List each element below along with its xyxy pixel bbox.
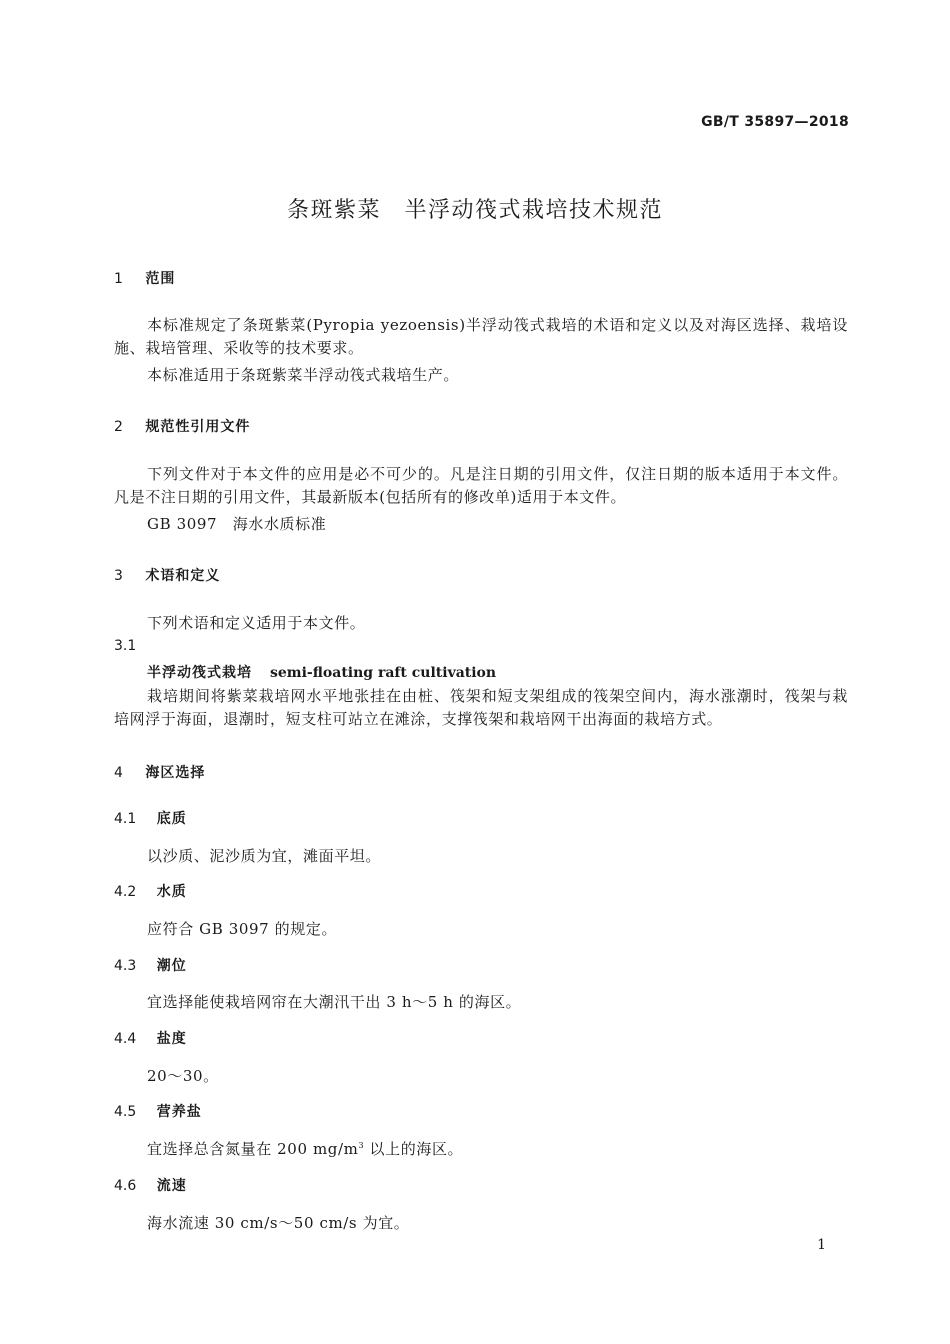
section-3-heading bbox=[114, 565, 220, 585]
subsection-4-3-heading bbox=[114, 955, 187, 975]
subsection-4-1-heading bbox=[114, 808, 187, 828]
section-title: 海区选择 bbox=[145, 765, 206, 781]
subsection-number: 4.2 bbox=[114, 884, 137, 900]
section-2-paragraph-1: 下列文件对于本文件的应用是必不可少的。凡是注日期的引用文件，仅注日期的版本适用于本文件。凡是不注日期的引用文件，其最新版本(包括所有的修改单)适用于本文件。 bbox=[114, 465, 848, 506]
section-1-heading bbox=[114, 268, 175, 288]
subsection-4-6-text: 海水流速 30 cm/s～50 cm/s 为宜。 bbox=[147, 1214, 410, 1232]
subsection-4-4-text: 20～30。 bbox=[147, 1067, 219, 1085]
standard-number: GB/T 35897—2018 bbox=[701, 114, 849, 130]
term-heading bbox=[147, 662, 496, 682]
page-number: 1 bbox=[817, 1237, 826, 1253]
section-4-heading bbox=[114, 762, 205, 782]
subsection-4-6-heading bbox=[114, 1175, 187, 1195]
section-2-heading bbox=[114, 416, 250, 436]
subsection-4-4-heading bbox=[114, 1028, 187, 1048]
subsection-title: 潮位 bbox=[156, 958, 187, 974]
subsection-number: 4.4 bbox=[114, 1031, 137, 1047]
section-title: 规范性引用文件 bbox=[145, 419, 251, 435]
subsection-number: 4.3 bbox=[114, 958, 137, 974]
subsection-4-2-heading bbox=[114, 881, 187, 901]
subsection-title: 底质 bbox=[156, 811, 187, 827]
subsection-title: 流速 bbox=[156, 1178, 187, 1194]
section-number: 4 bbox=[114, 765, 123, 781]
section-number: 3 bbox=[114, 568, 123, 584]
subsection-number: 4.5 bbox=[114, 1104, 137, 1120]
section-number: 1 bbox=[114, 271, 123, 287]
term-english: semi-floating raft cultivation bbox=[270, 665, 497, 681]
section-1-paragraph-2: 本标准适用于条斑紫菜半浮动筏式栽培生产。 bbox=[147, 366, 460, 384]
superscript: 3 bbox=[358, 1141, 365, 1150]
subsection-title: 盐度 bbox=[156, 1031, 187, 1047]
section-title: 术语和定义 bbox=[145, 568, 221, 584]
text-part: 宜选择总含氮量在 200 mg/m bbox=[147, 1140, 359, 1158]
subsection-4-1-text: 以沙质、泥沙质为宜，滩面平坦。 bbox=[147, 847, 382, 865]
term-chinese: 半浮动筏式栽培 bbox=[147, 665, 252, 681]
term-definition: 栽培期间将紫菜栽培网水平地张挂在由桩、筏架和短支架组成的筏架空间内，海水涨潮时，筏架与栽培网浮于海面，退潮时，短支柱可站立在滩涂，支撑筏架和栽培网干出海面的栽培方式。 bbox=[114, 687, 848, 728]
subsection-number: 3.1 bbox=[114, 638, 137, 654]
section-title: 范围 bbox=[145, 271, 176, 287]
subsection-4-5-heading bbox=[114, 1101, 202, 1121]
subsection-title: 营养盐 bbox=[156, 1104, 202, 1120]
subsection-4-5-text bbox=[147, 1138, 463, 1159]
section-number: 2 bbox=[114, 419, 123, 435]
section-3-intro: 下列术语和定义适用于本文件。 bbox=[147, 614, 366, 632]
subsection-4-3-text: 宜选择能使栽培网帘在大潮汛干出 3 h～5 h 的海区。 bbox=[147, 993, 522, 1011]
subsection-number: 4.6 bbox=[114, 1178, 137, 1194]
subsection-4-2-text: 应符合 GB 3097 的规定。 bbox=[147, 920, 338, 938]
text-part: 以上的海区。 bbox=[364, 1140, 464, 1158]
normative-reference: GB 3097 海水水质标准 bbox=[147, 515, 327, 533]
subsection-number: 4.1 bbox=[114, 811, 137, 827]
section-1-paragraph-1: 本标准规定了条斑紫菜(Pyropia yezoensis)半浮动筏式栽培的术语和定义以及对海区选择、栽培设施、栽培管理、采收等的技术要求。 bbox=[114, 316, 848, 357]
document-title: 条斑紫菜 半浮动筏式栽培技术规范 bbox=[286, 198, 663, 223]
subsection-title: 水质 bbox=[156, 884, 187, 900]
